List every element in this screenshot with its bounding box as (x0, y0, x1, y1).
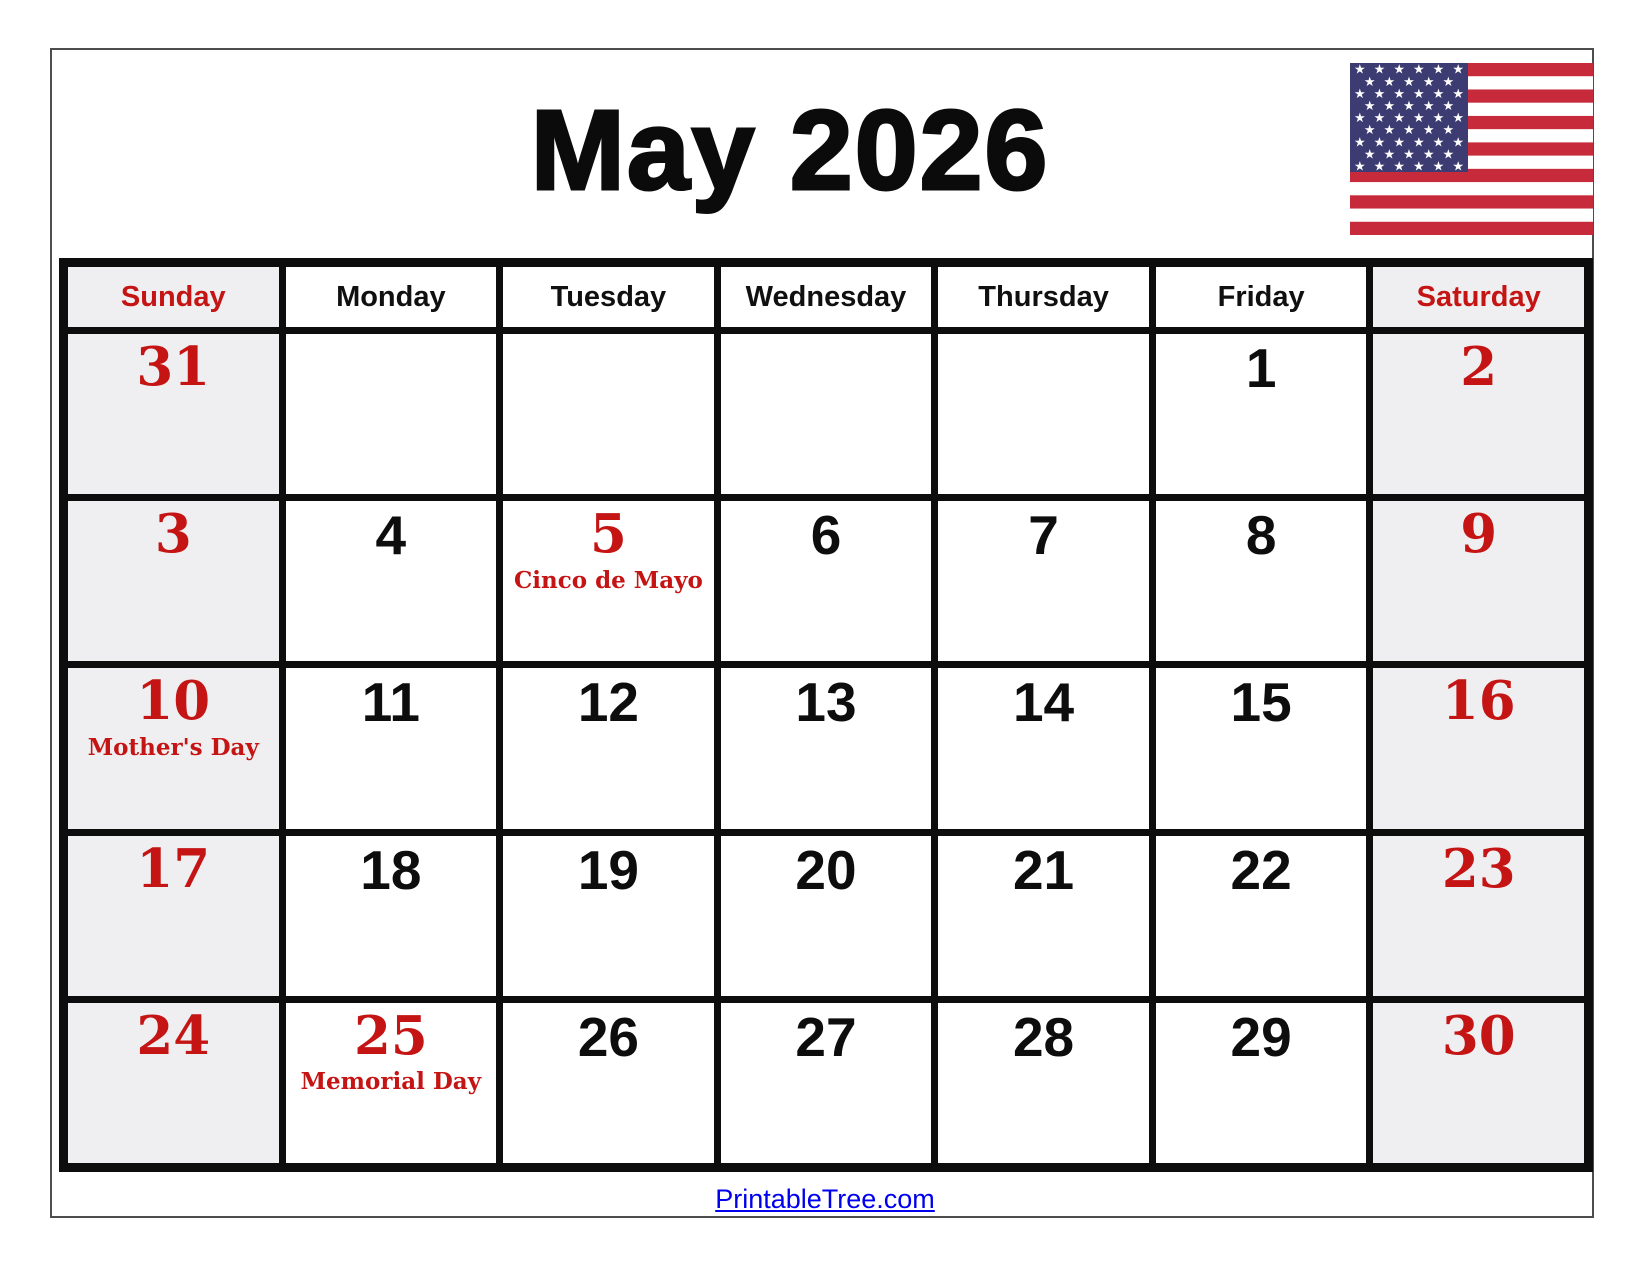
svg-text:★: ★ (1393, 63, 1406, 78)
svg-text:★: ★ (1373, 86, 1386, 102)
svg-text:★: ★ (1403, 123, 1415, 139)
day-cell-12 (503, 668, 714, 828)
day-cell-25 (286, 1003, 497, 1163)
day-cell-8 (1156, 501, 1367, 661)
day-cell-5 (503, 501, 714, 661)
svg-text:★: ★ (1452, 135, 1465, 151)
day-cell-10 (68, 668, 279, 828)
svg-text:★: ★ (1442, 123, 1455, 139)
day-cell-22 (1156, 836, 1367, 996)
svg-text:★: ★ (1432, 111, 1445, 127)
day-cell-31 (68, 334, 279, 494)
weekday-header-saturday: Saturday (1373, 267, 1584, 327)
day-cell-empty (721, 334, 932, 494)
svg-text:★: ★ (1442, 74, 1455, 90)
svg-text:★: ★ (1452, 63, 1465, 78)
date-number: 3 (154, 503, 192, 566)
date-number: 25 (353, 1004, 428, 1067)
svg-text:★: ★ (1383, 99, 1396, 114)
day-cell-23 (1373, 836, 1584, 996)
svg-text:★: ★ (1363, 74, 1376, 90)
svg-text:★: ★ (1422, 99, 1435, 114)
day-cell-3 (68, 501, 279, 661)
svg-text:★: ★ (1363, 123, 1376, 139)
svg-text:★: ★ (1432, 135, 1445, 151)
svg-text:★: ★ (1373, 111, 1386, 127)
calendar-grid (59, 258, 1593, 1172)
day-cell-15 (1156, 668, 1367, 828)
svg-text:★: ★ (1422, 123, 1435, 139)
day-cell-2 (1373, 334, 1584, 494)
day-cell-18 (286, 836, 497, 996)
svg-text:★: ★ (1383, 123, 1396, 139)
calendar-title: May 2026 (530, 87, 1050, 213)
day-cell-empty (938, 334, 1149, 494)
date-number: 26 (577, 1005, 640, 1068)
svg-text:★: ★ (1353, 63, 1366, 78)
date-number: 6 (810, 504, 842, 567)
date-number: 30 (1441, 1004, 1516, 1067)
day-cell-17 (68, 836, 279, 996)
day-cell-30 (1373, 1003, 1584, 1163)
svg-text:★: ★ (1432, 86, 1445, 102)
date-number: 12 (577, 671, 640, 734)
svg-text:★: ★ (1412, 63, 1425, 78)
day-cell-7 (938, 501, 1149, 661)
date-number: 13 (795, 671, 857, 734)
date-number: 10 (136, 670, 211, 733)
svg-text:★: ★ (1452, 111, 1465, 127)
svg-text:★: ★ (1422, 74, 1435, 90)
svg-text:★: ★ (1403, 99, 1415, 114)
svg-text:★: ★ (1442, 147, 1455, 163)
weekday-header-friday: Friday (1156, 267, 1367, 327)
svg-text:★: ★ (1353, 135, 1366, 151)
holiday-label: Mother's Day (87, 734, 259, 762)
day-cell-27 (721, 1003, 932, 1163)
date-number: 18 (360, 838, 422, 901)
svg-text:★: ★ (1393, 135, 1406, 151)
day-cell-21 (938, 836, 1149, 996)
day-cell-1 (1156, 334, 1367, 494)
weekday-header-monday: Monday (286, 267, 497, 327)
svg-text:★: ★ (1412, 86, 1425, 102)
svg-text:★: ★ (1363, 99, 1376, 114)
date-number: 19 (577, 838, 640, 901)
svg-text:★: ★ (1412, 159, 1425, 175)
svg-text:★: ★ (1353, 86, 1366, 102)
svg-text:★: ★ (1363, 147, 1376, 163)
svg-text:★: ★ (1412, 135, 1425, 151)
date-number: 7 (1028, 504, 1059, 567)
date-number: 24 (136, 1004, 211, 1067)
date-number: 28 (1012, 1005, 1075, 1068)
date-number: 8 (1245, 504, 1277, 567)
date-number: 9 (1460, 503, 1498, 566)
date-number: 20 (795, 838, 857, 901)
day-cell-24 (68, 1003, 279, 1163)
weekday-header-thursday: Thursday (938, 267, 1149, 327)
date-number: 11 (361, 671, 420, 734)
date-number: 5 (589, 503, 627, 566)
date-number: 1 (1245, 337, 1277, 399)
day-cell-26 (503, 1003, 714, 1163)
weekday-header-tuesday: Tuesday (503, 267, 714, 327)
svg-text:★: ★ (1393, 159, 1406, 175)
date-number: 29 (1230, 1005, 1292, 1068)
day-cell-empty (286, 334, 497, 494)
holiday-label: Memorial Day (300, 1068, 482, 1096)
weekday-header-wednesday: Wednesday (721, 267, 932, 327)
date-number: 21 (1012, 838, 1075, 901)
day-cell-empty (503, 334, 714, 494)
svg-text:★: ★ (1383, 147, 1396, 163)
day-cell-11 (286, 668, 497, 828)
svg-text:★: ★ (1373, 159, 1386, 175)
svg-text:★: ★ (1403, 74, 1415, 90)
svg-text:★: ★ (1373, 63, 1386, 78)
day-cell-4 (286, 501, 497, 661)
svg-text:★: ★ (1442, 99, 1455, 114)
footer-link[interactable]: PrintableTree.com (715, 1184, 935, 1214)
svg-text:★: ★ (1393, 86, 1406, 102)
date-number: 22 (1230, 838, 1292, 901)
date-number: 31 (136, 336, 211, 398)
day-cell-20 (721, 836, 932, 996)
day-cell-28 (938, 1003, 1149, 1163)
day-cell-14 (938, 668, 1149, 828)
day-cell-6 (721, 501, 932, 661)
svg-text:★: ★ (1383, 74, 1396, 90)
svg-text:★: ★ (1452, 86, 1465, 102)
svg-text:★: ★ (1432, 63, 1445, 78)
date-number: 16 (1441, 670, 1516, 733)
day-cell-9 (1373, 501, 1584, 661)
day-cell-16 (1373, 668, 1584, 828)
svg-text:★: ★ (1403, 147, 1415, 163)
day-cell-29 (1156, 1003, 1367, 1163)
svg-text:★: ★ (1422, 147, 1435, 163)
weekday-header-sunday: Sunday (68, 267, 279, 327)
holiday-label: Cinco de Mayo (513, 566, 703, 594)
date-number: 27 (795, 1005, 857, 1068)
svg-text:★: ★ (1353, 111, 1366, 127)
day-cell-19 (503, 836, 714, 996)
svg-text:★: ★ (1353, 159, 1366, 175)
date-number: 23 (1441, 837, 1516, 900)
date-number: 14 (1012, 671, 1075, 734)
svg-text:★: ★ (1393, 111, 1406, 127)
svg-text:★: ★ (1412, 111, 1425, 127)
day-cell-13 (721, 668, 932, 828)
date-number: 15 (1230, 671, 1292, 734)
svg-text:★: ★ (1452, 159, 1465, 175)
date-number: 4 (375, 504, 407, 567)
svg-text:★: ★ (1432, 159, 1445, 175)
date-number: 2 (1460, 336, 1498, 398)
date-number: 17 (136, 837, 211, 900)
us-flag-icon (1350, 63, 1593, 235)
svg-text:★: ★ (1373, 135, 1386, 151)
